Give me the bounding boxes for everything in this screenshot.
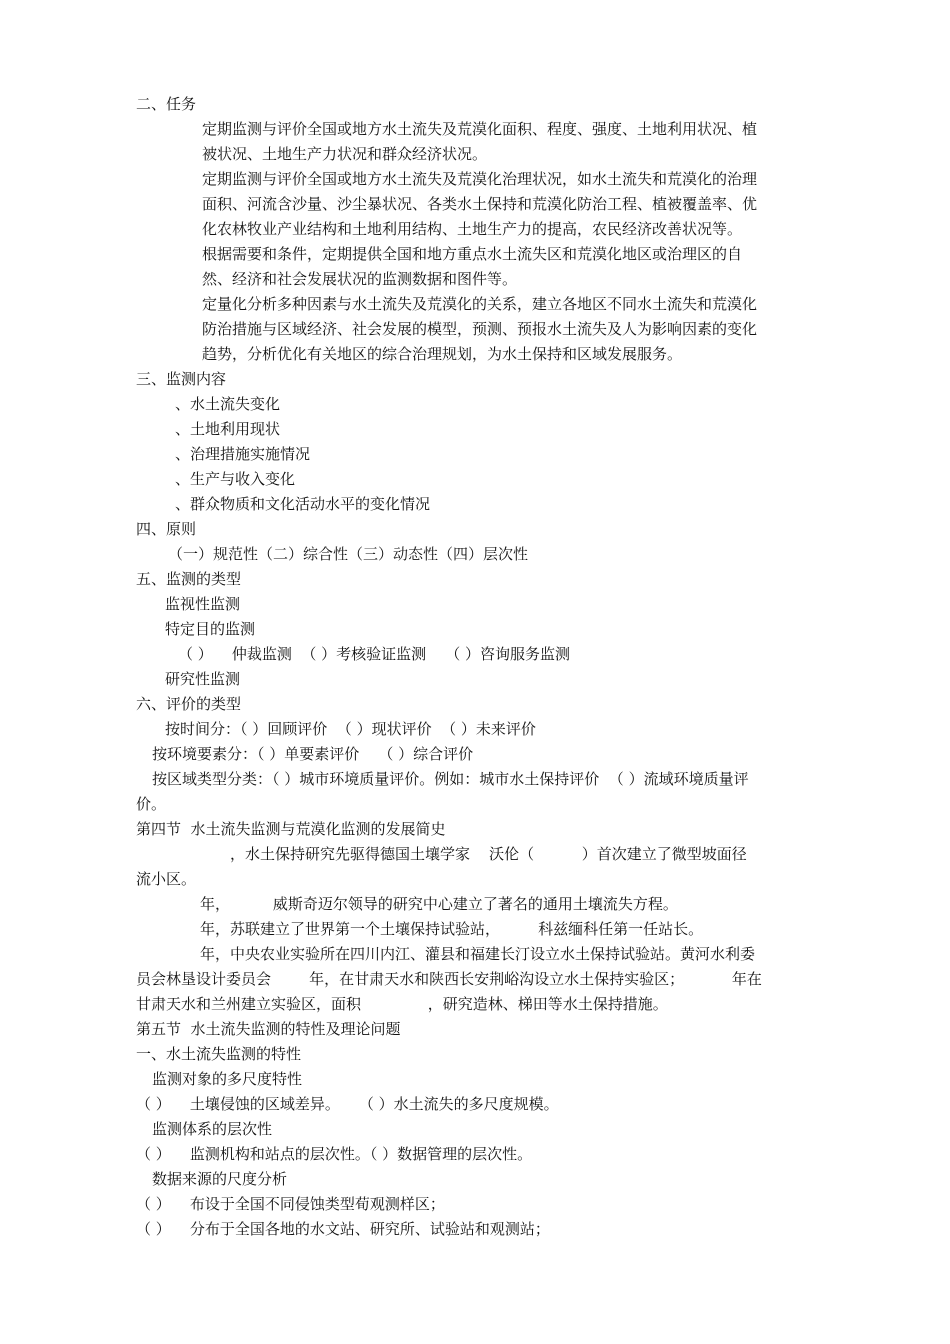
paragraph-line: 定量化分析多种因素与水土流失及荒漠化的关系，建立各地区不同水土流失和荒漠化 — [202, 295, 758, 313]
sub-heading: 一、水土流失监测的特性 — [136, 1045, 302, 1063]
paragraph-line: 年，中央农业实验所在四川内江、灌县和福建长汀设立水土保持试验站。黄河水利委 — [200, 945, 756, 963]
section-heading-principles: 四、原则 — [136, 520, 197, 538]
paragraph-line: 流小区。 — [136, 870, 197, 888]
principles-line: （一）规范性（二）综合性（三）动态性（四）层次性 — [168, 545, 529, 563]
sub-item-options: （ ） 分布于全国各地的水文站、研究所、试验站和观测站； — [136, 1220, 550, 1238]
section-heading-evaluation-types: 六、评价的类型 — [136, 695, 242, 713]
paragraph-line: 甘肃天水和兰州建立实验区，面积 ，研究造林、梯田等水土保持措施。 — [136, 995, 668, 1013]
section-heading-content: 三、监测内容 — [136, 370, 227, 388]
paragraph-line: 员会林垦设计委员会 年，在甘肃天水和陕西长安荆峪沟设立水土保持实验区； 年在 — [136, 970, 762, 988]
evaluation-by-element: 按环境要素分：（ ）单要素评价 （ ）综合评价 — [152, 745, 474, 763]
section-heading-tasks: 二、任务 — [136, 95, 197, 113]
sub-item-options: （ ） 监测机构和站点的层次性。（ ）数据管理的层次性。 — [136, 1145, 533, 1163]
sub-item-options: （ ） 仲裁监测 （ ）考核验证监测 （ ）咨询服务监测 — [178, 645, 570, 663]
sub-item: 研究性监测 — [165, 670, 241, 688]
paragraph-line: 然、经济和社会发展状况的监测数据和图件等。 — [202, 270, 518, 288]
list-item: 、生产与收入变化 — [175, 470, 296, 488]
paragraph-line: 定期监测与评价全国或地方水土流失及荒漠化治理状况，如水土流失和荒漠化的治理 — [202, 170, 758, 188]
evaluation-by-time: 按时间分：（ ）回顾评价 （ ）现状评价 （ ）未来评价 — [165, 720, 536, 738]
evaluation-by-region: 按区域类型分类：（ ）城市环境质量评价。例如：城市水土保持评价 （ ）流域环境质量评 — [152, 770, 749, 788]
paragraph-line: 年，苏联建立了世界第一个土壤保持试验站， 科兹缅科任第一任站长。 — [200, 920, 704, 938]
list-item: 、水土流失变化 — [175, 395, 281, 413]
paragraph-line: ，水土保持研究先驱得德国土壤学家 沃伦（ ）首次建立了微型坡面径 — [230, 845, 747, 863]
paragraph-line: 面积、河流含沙量、沙尘暴状况、各类水土保持和荒漠化防治工程、植被覆盖率、优 — [202, 195, 758, 213]
section-heading-characteristics: 第五节 水土流失监测的特性及理论问题 — [136, 1020, 401, 1038]
sub-item: 监测体系的层次性 — [152, 1120, 273, 1138]
sub-item: 监视性监测 — [165, 595, 241, 613]
sub-item-options: （ ） 布设于全国不同侵蚀类型荀观测样区； — [136, 1195, 445, 1213]
paragraph-line: 根据需要和条件，定期提供全国和地方重点水土流失区和荒漠化地区或治理区的自 — [202, 245, 743, 263]
paragraph-line: 年， 威斯奇迈尔领导的研究中心建立了著名的通用土壤流失方程。 — [200, 895, 678, 913]
list-item: 、治理措施实施情况 — [175, 445, 311, 463]
section-heading-monitoring-types: 五、监测的类型 — [136, 570, 242, 588]
paragraph-line: 定期监测与评价全国或地方水土流失及荒漠化面积、程度、强度、土地利用状况、植 — [202, 120, 758, 138]
list-item: 、群众物质和文化活动水平的变化情况 — [175, 495, 431, 513]
section-heading-history: 第四节 水土流失监测与荒漠化监测的发展简史 — [136, 820, 446, 838]
sub-item: 监测对象的多尺度特性 — [152, 1070, 303, 1088]
sub-item: 数据来源的尺度分析 — [152, 1170, 288, 1188]
list-item: 、土地利用现状 — [175, 420, 281, 438]
paragraph-line: 被状况、土地生产力状况和群众经济状况。 — [202, 145, 488, 163]
sub-item-options: （ ） 土壤侵蚀的区域差异。 （ ）水土流失的多尺度规模。 — [136, 1095, 559, 1113]
paragraph-line: 价。 — [136, 795, 167, 813]
paragraph-line: 防治措施与区域经济、社会发展的模型，预测、预报水土流失及人为影响因素的变化 — [202, 320, 758, 338]
paragraph-line: 化农林牧业产业结构和土地利用结构、土地生产力的提高，农民经济改善状况等。 — [202, 220, 743, 238]
paragraph-line: 趋势，分析优化有关地区的综合治理规划，为水土保持和区域发展服务。 — [202, 345, 683, 363]
sub-item: 特定目的监测 — [165, 620, 256, 638]
